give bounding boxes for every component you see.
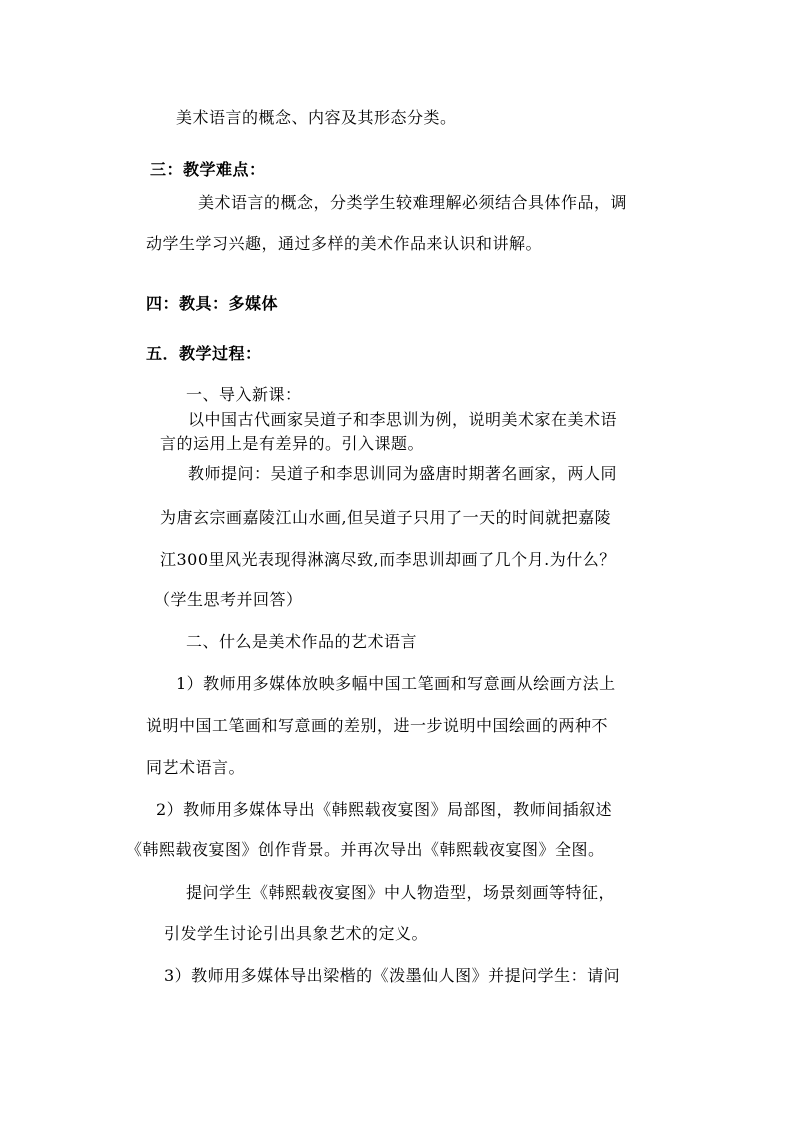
- text-line: 《韩熙载夜宴图》创作背景。并再次导出《韩熙载夜宴图》全图。: [126, 840, 605, 859]
- text-line: 江300里风光表现得淋漓尽致,而李思训却画了几个月.为什么？: [160, 550, 616, 569]
- section-heading: 五．教学过程：: [146, 344, 262, 363]
- text-line: 教师提问：吴道子和李思训同为盛唐时期著名画家，两人同: [188, 464, 618, 483]
- subheading: 一、导入新课：: [186, 385, 302, 404]
- text-line: 1）教师用多媒体放映多幅中国工笔画和写意画从绘画方法上: [176, 674, 616, 693]
- text-line: 动学生学习兴趣，通过多样的美术作品来认识和讲解。: [146, 234, 543, 253]
- subheading: 二、什么是美术作品的艺术语言: [186, 632, 418, 651]
- text-line: 说明中国工笔画和写意画的差别，进一步说明中国绘画的两种不: [146, 716, 609, 735]
- section-heading: 三：教学难点：: [150, 160, 266, 179]
- text-line: 2）教师用多媒体导出《韩熙载夜宴图》局部图，教师间插叙述: [156, 800, 613, 819]
- text-line: 同艺术语言。: [146, 758, 246, 777]
- text-line: 言的运用上是有差异的。引入课题。: [160, 434, 425, 453]
- text-line: 美术语言的概念，分类学生较难理解必须结合具体作品，调: [198, 193, 628, 212]
- text-line: 3）教师用多媒体导出梁楷的《泼墨仙人图》并提问学生：请问: [164, 966, 621, 985]
- section-heading: 四：教具：多媒体: [146, 294, 279, 313]
- text-line: （学生思考并回答）: [154, 590, 303, 609]
- text-line: 引发学生讨论引出具象艺术的定义。: [164, 924, 429, 943]
- text-line: 美术语言的概念、内容及其形态分类。: [176, 108, 457, 127]
- text-line: 以中国古代画家吴道子和李思训为例，说明美术家在美术语: [188, 410, 618, 429]
- text-line: 为唐玄宗画嘉陵江山水画,但吴道子只用了一天的时间就把嘉陵: [160, 508, 612, 527]
- text-line: 提问学生《韩熙载夜宴图》中人物造型，场景刻画等特征，: [186, 883, 616, 902]
